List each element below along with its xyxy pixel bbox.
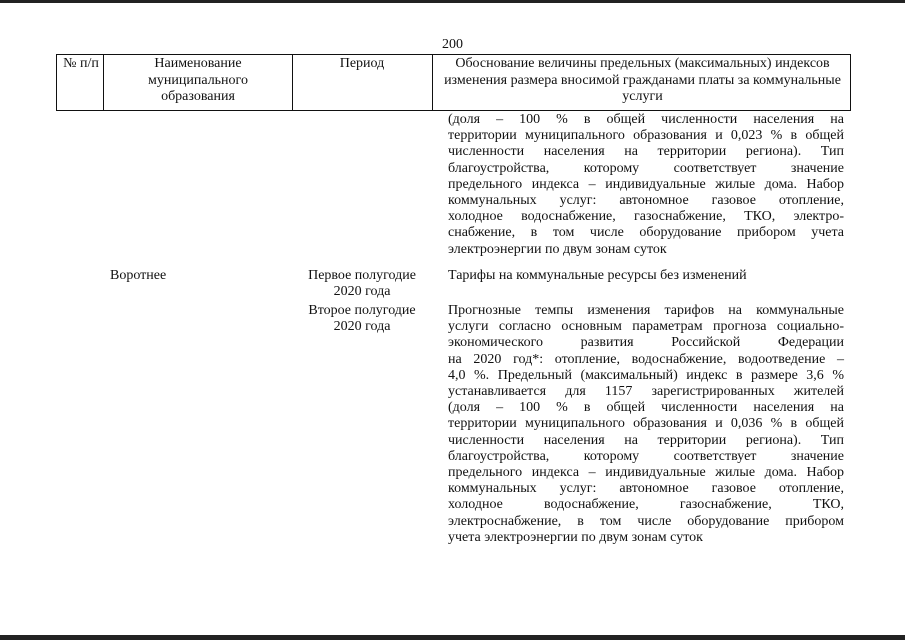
text-line: территории муниципального образования и 0,023 % в общей: [448, 128, 844, 144]
text-line: благоустройства, которому соответствует значение: [448, 160, 844, 176]
text-line: численности населения на территории региона). Тип: [448, 432, 844, 448]
header-bottom-border: [56, 110, 851, 111]
header-col-number: № п/п: [63, 56, 99, 71]
text-line: снабжение, в том числе оборудование прибором учета: [448, 225, 844, 241]
scan-edge-bottom: [0, 635, 905, 640]
text-line: (доля – 100 % в общей численности населения на: [448, 400, 844, 416]
text-line: благоустройства, которому соответствует значение: [448, 448, 844, 464]
header-border-left: [56, 54, 57, 111]
municipality-name: Воротнее: [110, 268, 167, 283]
text-line: на 2020 год*: отопление, водоснабжение, водоотведение –: [448, 351, 844, 367]
header-top-border: [56, 54, 851, 55]
text-line: устанавливается для 1157 зарегистрированных жителей: [448, 384, 844, 400]
text-line: коммунальных услуг: автономное газовое отопление,: [448, 481, 844, 497]
header-divider-1: [103, 54, 104, 111]
header-col-municipality: Наименование муниципального образования: [148, 56, 248, 104]
text-line: холодное водоснабжение, газоснабжение, ТКО,: [448, 497, 844, 513]
header-divider-2: [292, 54, 293, 111]
period-second-half: Второе полугодие 2020 года: [308, 303, 416, 335]
text-line: учета электроэнергии по двум зонам суток: [448, 529, 703, 545]
text-line: 4,0 %. Предельный (максимальный) индекс в размере 3,6 %: [448, 367, 844, 383]
header-col-period: Период: [339, 56, 385, 71]
header-divider-3: [432, 54, 433, 111]
period-first-half: Первое полугодие 2020 года: [308, 268, 416, 300]
text-line: коммунальных услуг: автономное газовое отопление,: [448, 193, 844, 209]
text-line: электроснабжение, в том числе оборудование прибором: [448, 513, 844, 529]
header-col-justification: Обоснование величины предельных (максимальных) индексов изменения размера вносимой гражданами платы за коммунальные услуги: [444, 56, 841, 104]
text-line: (доля – 100 % в общей численности населения на: [448, 112, 844, 127]
continuation-text: [448, 112, 844, 258]
text-line: предельного индекса – индивидуальные жилые дома. Набор: [448, 176, 844, 192]
page-number: 200: [442, 37, 463, 52]
text-line: Прогнозные темпы изменения тарифов на коммунальные: [448, 303, 844, 318]
text-line: холодное водоснабжение, газоснабжение, ТКО, электро-: [448, 209, 844, 225]
text-line: численности населения на территории региона). Тип: [448, 144, 844, 160]
text-line: электроэнергии по двум зонам суток: [448, 241, 667, 257]
header-border-right: [850, 54, 851, 111]
text-line: территории муниципального образования и 0,036 % в общей: [448, 416, 844, 432]
scan-edge-top: [0, 0, 905, 3]
text-line: предельного индекса – индивидуальные жилые дома. Набор: [448, 465, 844, 481]
text-line: услуги согласно основным параметрам прогноза социально-: [448, 319, 844, 335]
justification-first-half: Тарифы на коммунальные ресурсы без изменений: [448, 268, 747, 283]
justification-second-half: [448, 303, 844, 546]
text-line: экономического развития Российской Федерации: [448, 335, 844, 351]
